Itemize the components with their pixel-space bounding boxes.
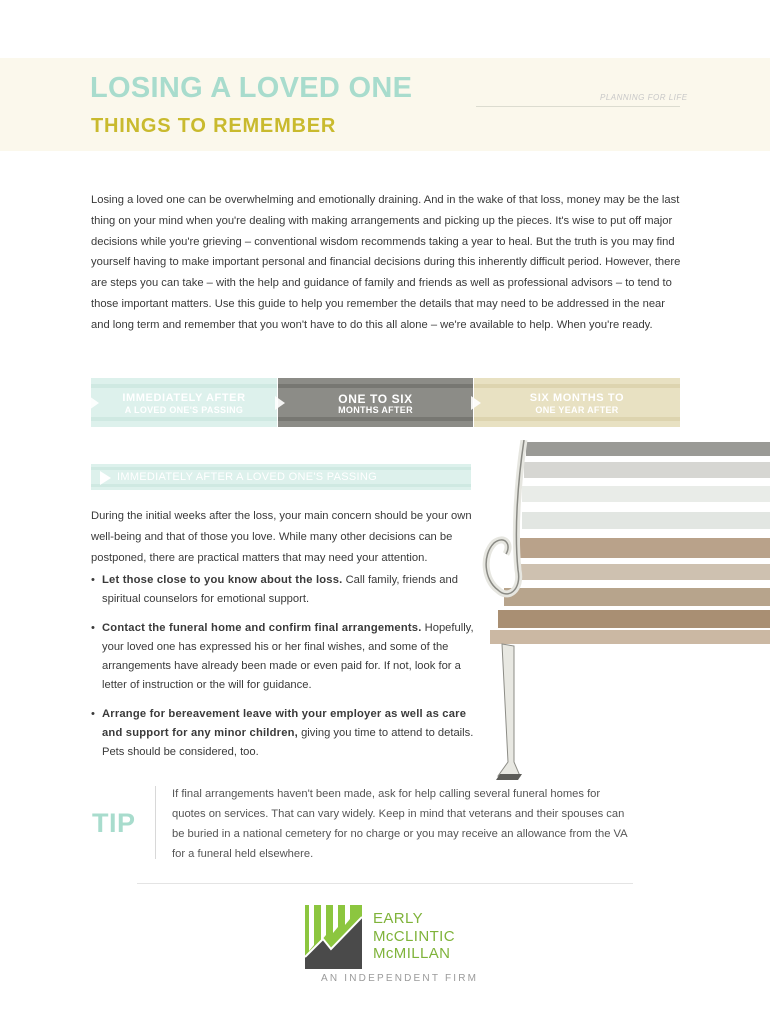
section-heading-stripe (91, 467, 471, 470)
firm-name-line: McMILLAN (373, 945, 451, 962)
timeline-step-title: IMMEDIATELY AFTER (122, 392, 246, 404)
bullet-icon: • (91, 574, 95, 586)
tagline: PLANNING FOR LIFE (600, 93, 688, 102)
bullet-bold: Let those close to you know about the loss. (102, 574, 343, 586)
list-item (91, 571, 476, 608)
tip-divider (155, 786, 156, 859)
bench-slat (522, 486, 770, 502)
play-arrow-icon (100, 471, 111, 485)
arrow-right-icon (471, 396, 481, 410)
bench-leg (498, 644, 520, 776)
bullet-text: giving you time to attend to details. Pets should be considered, too. (102, 726, 474, 758)
bench-seat-slat (504, 588, 770, 606)
arrow-right-icon (89, 396, 99, 410)
firm-tagline: AN INDEPENDENT FIRM (321, 973, 479, 984)
section-heading-stripe (91, 484, 471, 487)
bench-slat (526, 442, 770, 456)
logo-stripe (321, 905, 326, 941)
bench-photo (478, 440, 770, 780)
tip-text: If final arrangements haven't been made, ask for help calling several funeral homes for quotes on services. That can vary widely. Keep in mind that veterans and their spouses can be buried in a national cemetery for no charge or you may receive an allowance from the VA for a funeral held elsewhere. (172, 788, 627, 860)
timeline-bar (91, 378, 680, 427)
intro-paragraph: Losing a loved one can be overwhelming and emotionally draining. And in the wake of that loss, money may be the last thing on your mind when you're dealing with making arrangements and picking up the pieces. It's wise to put off major decisions while you're grieving – conventional wisdom recommends taking a year to heal. But the truth is you may find yourself having to make important personal and financial decisions during this inherently difficult period. However, there are steps you can take – with the help and guidance of family and friends as well as professional advisors – to tend to those important matters. Use this guide to help you remember the details that may need to be addressed in the near and long term and remember that you won't have to do this all alone – we're available to help. When you're ready. (91, 194, 681, 331)
header-divider (476, 106, 680, 107)
bullet-bold: Arrange for bereavement leave with your employer as well as care and support for any minor children, (102, 708, 467, 739)
bullet-icon: • (91, 622, 95, 635)
timeline-stripe (474, 417, 680, 421)
page-title: LOSING A LOVED ONE (90, 72, 413, 104)
tip-label: TIP (92, 808, 136, 838)
logo-stripe (309, 905, 314, 951)
timeline-step-six-to-twelve (474, 378, 680, 427)
firm-name (373, 910, 455, 963)
list-item (91, 705, 476, 761)
timeline-stripe (474, 384, 680, 388)
bullet-list (91, 571, 476, 772)
timeline-stripe (91, 384, 277, 388)
page-subtitle: THINGS TO REMEMBER (91, 115, 337, 137)
timeline-stripe (278, 417, 473, 421)
timeline-stripe (278, 384, 473, 388)
section-heading-text: IMMEDIATELY AFTER A LOVED ONE'S PASSING (117, 471, 377, 483)
footer-divider (137, 883, 633, 884)
bench-slat (518, 564, 770, 580)
bench-seat-slat (498, 610, 770, 628)
timeline-step-title: ONE TO SIX (338, 392, 413, 406)
bench-slat (522, 512, 770, 529)
bullet-bold: Contact the funeral home and confirm final arrangements. (102, 622, 422, 635)
bench-foot (496, 774, 522, 780)
timeline-step-subtitle: MONTHS AFTER (338, 405, 413, 415)
timeline-step-subtitle: ONE YEAR AFTER (535, 405, 619, 415)
section-heading (91, 464, 471, 490)
section-paragraph: During the initial weeks after the loss, your main concern should be your own well-being and that of those you love. While many other decisions can be postponed, there are practical matters that may need your attention. (91, 510, 472, 564)
firm-logo (305, 905, 362, 969)
bench-slat (524, 462, 770, 478)
bullet-icon: • (91, 708, 95, 721)
bench-seat-slat (490, 630, 770, 644)
arrow-right-icon (275, 396, 285, 410)
firm-name-line: EARLY (373, 910, 424, 927)
timeline-step-immediately (91, 378, 277, 427)
bench-slat (520, 538, 770, 558)
list-item (91, 619, 476, 694)
bullet-text: Hopefully, your loved one has expressed his or her final wishes, and some of the arrangements have already been made or even paid for. If not, look for a letter of instruction or the will for guidance. (102, 622, 474, 691)
timeline-stripe (91, 417, 277, 421)
timeline-step-subtitle: A LOVED ONE'S PASSING (124, 405, 244, 415)
timeline-step-title: SIX MONTHS TO (529, 392, 625, 404)
timeline-step-one-to-six (278, 378, 473, 427)
bullet-text: Call family, friends and spiritual counselors for emotional support. (102, 574, 458, 605)
firm-name-line: McCLINTIC (373, 927, 455, 945)
